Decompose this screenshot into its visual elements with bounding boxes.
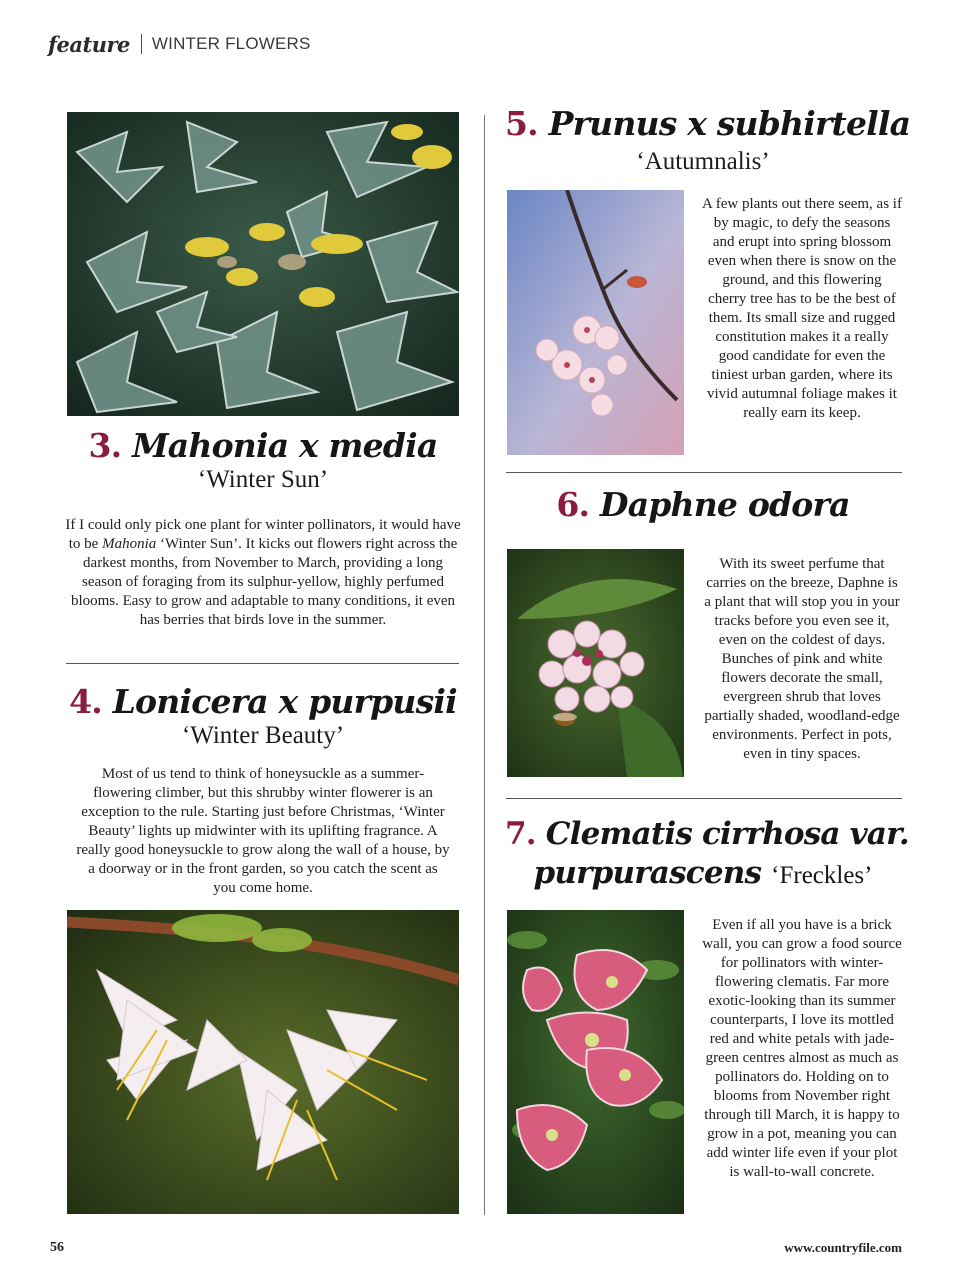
plant-7-number: 7. xyxy=(505,816,536,852)
plant-5-heading xyxy=(505,104,911,143)
footer-url: www.countryfile.com xyxy=(784,1240,902,1255)
plant-5-name: Prunus x subhirtella xyxy=(548,104,911,143)
prunus-photo xyxy=(507,190,684,455)
plant-6-heading xyxy=(505,487,901,523)
plant-4-description: Most of us tend to think of honeysuckle as a summer-flowering climber, but this shrubby winter flowerer is an exception to the rule. Starting just before Christmas, ‘Winter Beauty’ lights up midwinter with its uplifting fragrance. A really good honeysuckle to grow along the wall of a house, by a doorway or in the front garden, so you catch the scent as you come home. xyxy=(76,766,450,896)
plant-7-name-line2: purpurascens xyxy=(533,855,762,891)
plant-5-cultivar: ‘Autumnalis’ xyxy=(636,148,770,175)
plant-5-description: A few plants out there seem, as if by magic, to defy the seasons and erupt into spring blossom even when there is snow on the ground, and this flowering cherry tree has to be the best of them. Its small size and rugged constitution makes it a really good candidate for even the tiniest urban garden, where its vivid autumnal foliage makes it really earn its keep. xyxy=(702,196,902,421)
plant-7-cultivar: ‘Freckles’ xyxy=(771,862,873,889)
header-divider xyxy=(141,34,142,54)
plant-7-description: Even if all you have is a brick wall, you can grow a food source for pollinators with winter-flowering clematis. Far more exotic-looking than its summer counterparts, I love its mottled red and white petals with jade-green centres almost as much as pollinators do. Holding on to blooms from November right through till March, it is happy to grow in a pot, meaning you can add winter life even if your plot is wall-to-wall concrete. xyxy=(702,917,902,1180)
plant-4-heading xyxy=(67,684,459,720)
plant-5-number: 5. xyxy=(505,104,538,143)
plant-7-heading xyxy=(505,815,909,895)
plant-3-cultivar: ‘Winter Sun’ xyxy=(197,466,329,493)
column-divider xyxy=(484,115,485,1215)
plant-6-description: With its sweet perfume that carries on the breeze, Daphne is a plant that will stop you in your tracks before you even see it, even on the coldest of days. Bunches of pink and white flowers decorate the small, evergreen shrub that loves partially shaded, woodland-edge environments. Perfect in pots, even in tiny spaces. xyxy=(704,556,900,762)
mahonia-photo xyxy=(67,112,459,416)
daphne-photo xyxy=(507,549,684,777)
plant-3-description: If I could only pick one plant for winter pollinators, it would have to be Mahonia ‘Winter Sun’. It kicks out flowers right across the darkest months, from November to March, providing a long season of foraging from its sulphur-yellow, highly perfumed blooms. Easy to grow and adaptable to many conditions, it even has berries that birds love in the summer. xyxy=(65,517,461,628)
plant-3-name: Mahonia x media xyxy=(132,426,438,465)
section-label: feature xyxy=(48,31,130,57)
plant-4-name: Lonicera x purpusii xyxy=(112,682,457,721)
lonicera-photo xyxy=(67,910,459,1214)
section-rule xyxy=(506,798,902,799)
plant-4-cultivar: ‘Winter Beauty’ xyxy=(181,722,345,749)
plant-6-number: 6. xyxy=(556,485,590,524)
page-header xyxy=(48,32,311,56)
section-rule xyxy=(66,663,459,664)
topic-label: WINTER FLOWERS xyxy=(151,34,311,53)
plant-4-number: 4. xyxy=(69,682,102,721)
plant-3-number: 3. xyxy=(88,426,122,465)
clematis-photo xyxy=(507,910,684,1214)
plant-6-name: Daphne odora xyxy=(599,485,850,524)
section-rule xyxy=(506,472,902,473)
page-number: 56 xyxy=(50,1240,64,1255)
plant-3-heading xyxy=(67,428,459,464)
plant-7-name-line1: Clematis cirrhosa var. xyxy=(545,816,909,852)
